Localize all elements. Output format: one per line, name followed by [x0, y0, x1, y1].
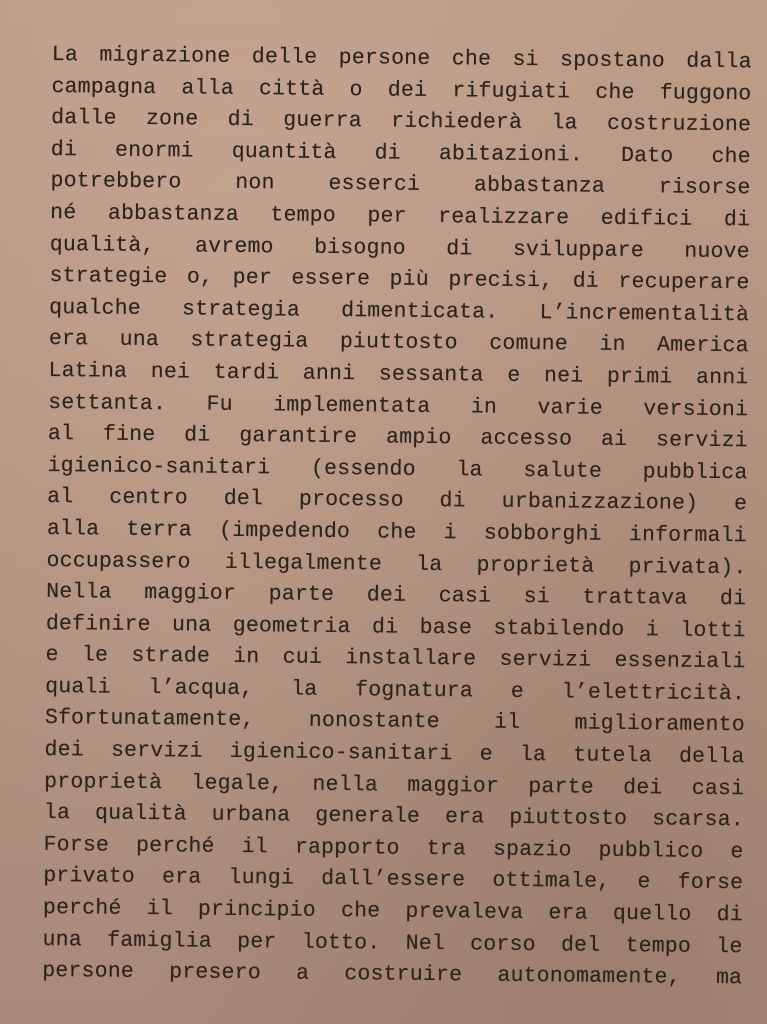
text-line: Latina nei tardi anni sessanta e nei primi anni	[48, 358, 749, 391]
text-line: strategie o, per essere più precisi, di recuperare	[49, 264, 750, 296]
text-line: né abbastanza tempo per realizzare edifici di	[50, 200, 751, 233]
text-line: e le strade in cui installare servizi essenziali	[45, 643, 746, 675]
body-text-paragraph	[42, 40, 752, 995]
text-line: persone presero a costruire autonomamente, ma	[42, 959, 743, 991]
text-line: settanta. Fu implementata in varie versioni	[48, 390, 749, 422]
text-line: perché il principio che prevaleva era quello di	[42, 895, 743, 928]
text-line: Forse perché il rapporto tra spazio pubblico e	[43, 832, 744, 865]
text-line: qualche strategia dimenticata. L’incrementalità	[49, 295, 750, 328]
text-line: al fine di garantire ampio accesso ai servizi	[47, 422, 748, 454]
text-line: proprietà legale, nella maggior parte dei casi	[44, 769, 745, 801]
text-line: potrebbero non esserci abbastanza risorse	[50, 169, 751, 201]
text-line: campagna alla città o dei rifugiati che fuggono	[51, 74, 752, 106]
text-line: qualità, avremo bisogno di sviluppare nuove	[49, 232, 750, 264]
text-line: definire una geometria di base stabilendo i lotti	[45, 611, 746, 643]
text-line: dei servizi igienico-sanitari e la tutela della	[44, 738, 745, 770]
text-line: Nella maggior parte dei casi si trattava di	[46, 580, 747, 612]
text-line: La migrazione delle persone che si spostano dalla	[51, 42, 752, 75]
text-line: occupassero illegalmente la proprietà privata).	[46, 548, 747, 580]
text-line: privato era lungi dall’essere ottimale, e forse	[43, 864, 744, 896]
text-line: quali l’acqua, la fognatura e l’elettricità.	[45, 674, 746, 707]
text-line: al centro del processo di urbanizzazione) e	[47, 485, 748, 517]
text-line: una famiglia per lotto. Nel corso del tempo le	[42, 927, 743, 959]
text-line: Sfortunatamente, nonostante il miglioramento	[44, 706, 745, 738]
text-line: dalle zone di guerra richiederà la costruzione	[51, 106, 752, 138]
text-line: era una strategia piuttosto comune in America	[48, 327, 749, 359]
text-line: la qualità urbana generale era piuttosto scarsa.	[43, 801, 744, 833]
text-line: alla terra (impedendo che i sobborghi informali	[46, 516, 747, 549]
text-line: di enormi quantità di abitazioni. Dato che	[50, 137, 751, 170]
text-line: igienico-sanitari (essendo la salute pubblica	[47, 453, 748, 486]
